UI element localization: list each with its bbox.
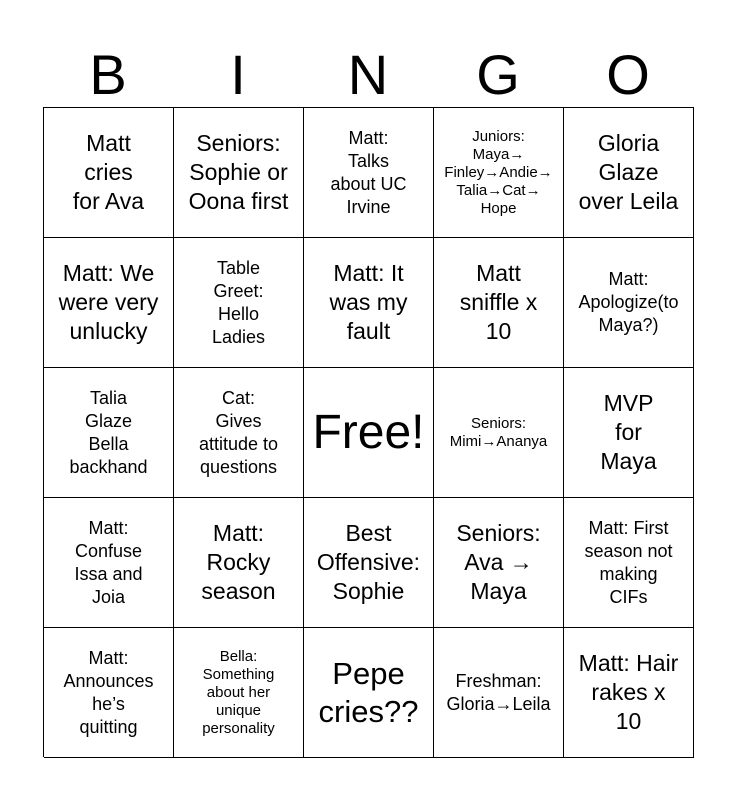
cell-text: Juniors: Maya→ Finley→Andie→ Talia→Cat→ Hope (444, 127, 553, 217)
cell-text: Seniors: Sophie or Oona first (188, 130, 289, 214)
cell-text: Seniors: Mimi→Ananya (449, 414, 548, 450)
cell-text: Matt: First season not making CIFs (584, 517, 673, 607)
bingo-cell-r2c4[interactable] (434, 238, 564, 368)
bingo-cell-r3c1[interactable] (44, 368, 174, 498)
bingo-cell-r2c5[interactable] (564, 238, 694, 368)
bingo-cell-r3c4[interactable] (434, 368, 564, 498)
bingo-cell-r5c1[interactable] (44, 628, 174, 758)
bingo-header (43, 44, 693, 106)
cell-text: Matt cries for Ava (72, 130, 145, 214)
cell-text: Cat: Gives attitude to questions (198, 387, 279, 477)
bingo-cell-r5c5[interactable] (564, 628, 694, 758)
cell-text: Matt: Talks about UC Irvine (330, 127, 407, 217)
cell-text: Matt: Rocky season (201, 520, 276, 604)
cell-text: Matt: Announces he’s quitting (63, 647, 154, 737)
free-space-text: Free! (312, 405, 425, 459)
bingo-cell-free[interactable] (304, 368, 434, 498)
cell-text: Matt sniffle x 10 (459, 260, 538, 344)
cell-text: Matt: Confuse Issa and Joia (74, 517, 143, 607)
cell-text: MVP for Maya (600, 390, 657, 474)
bingo-cell-r1c2[interactable] (174, 108, 304, 238)
header-letter-i: I (230, 43, 246, 106)
cell-text: Talia Glaze Bella backhand (69, 387, 148, 477)
header-letter-b: B (89, 43, 127, 106)
bingo-cell-r5c4[interactable] (434, 628, 564, 758)
bingo-cell-r1c3[interactable] (304, 108, 434, 238)
bingo-cell-r4c2[interactable] (174, 498, 304, 628)
bingo-cell-r4c1[interactable] (44, 498, 174, 628)
header-letter-n: N (347, 43, 389, 106)
bingo-cell-r4c4[interactable] (434, 498, 564, 628)
cell-text: Table Greet: Hello Ladies (211, 257, 266, 347)
bingo-cell-r2c1[interactable] (44, 238, 174, 368)
header-letter-g: G (476, 43, 520, 106)
cell-text: Matt: Apologize(to Maya?) (578, 269, 679, 335)
bingo-cell-r3c5[interactable] (564, 368, 694, 498)
bingo-cell-r5c2[interactable] (174, 628, 304, 758)
cell-text: Freshman: Gloria→Leila (446, 670, 551, 714)
cell-text: Gloria Glaze over Leila (578, 130, 679, 214)
cell-text: Best Offensive: Sophie (316, 520, 421, 604)
cell-text: Matt: We were very unlucky (58, 260, 159, 344)
bingo-cell-r3c2[interactable] (174, 368, 304, 498)
bingo-cell-r1c1[interactable] (44, 108, 174, 238)
cell-text: Matt: It was my fault (329, 260, 408, 344)
bingo-cell-r2c2[interactable] (174, 238, 304, 368)
bingo-cell-r2c3[interactable] (304, 238, 434, 368)
bingo-cell-r1c5[interactable] (564, 108, 694, 238)
bingo-cell-r4c3[interactable] (304, 498, 434, 628)
cell-text: Bella: Something about her unique personality (202, 647, 275, 737)
bingo-cell-r5c3[interactable] (304, 628, 434, 758)
cell-text: Pepe cries?? (318, 655, 419, 729)
cell-text: Seniors: Ava → Maya (456, 520, 541, 604)
bingo-cell-r1c4[interactable] (434, 108, 564, 238)
bingo-grid (43, 107, 694, 757)
bingo-cell-r4c5[interactable] (564, 498, 694, 628)
cell-text: Matt: Hair rakes x 10 (578, 650, 679, 734)
header-letter-o: O (606, 43, 650, 106)
